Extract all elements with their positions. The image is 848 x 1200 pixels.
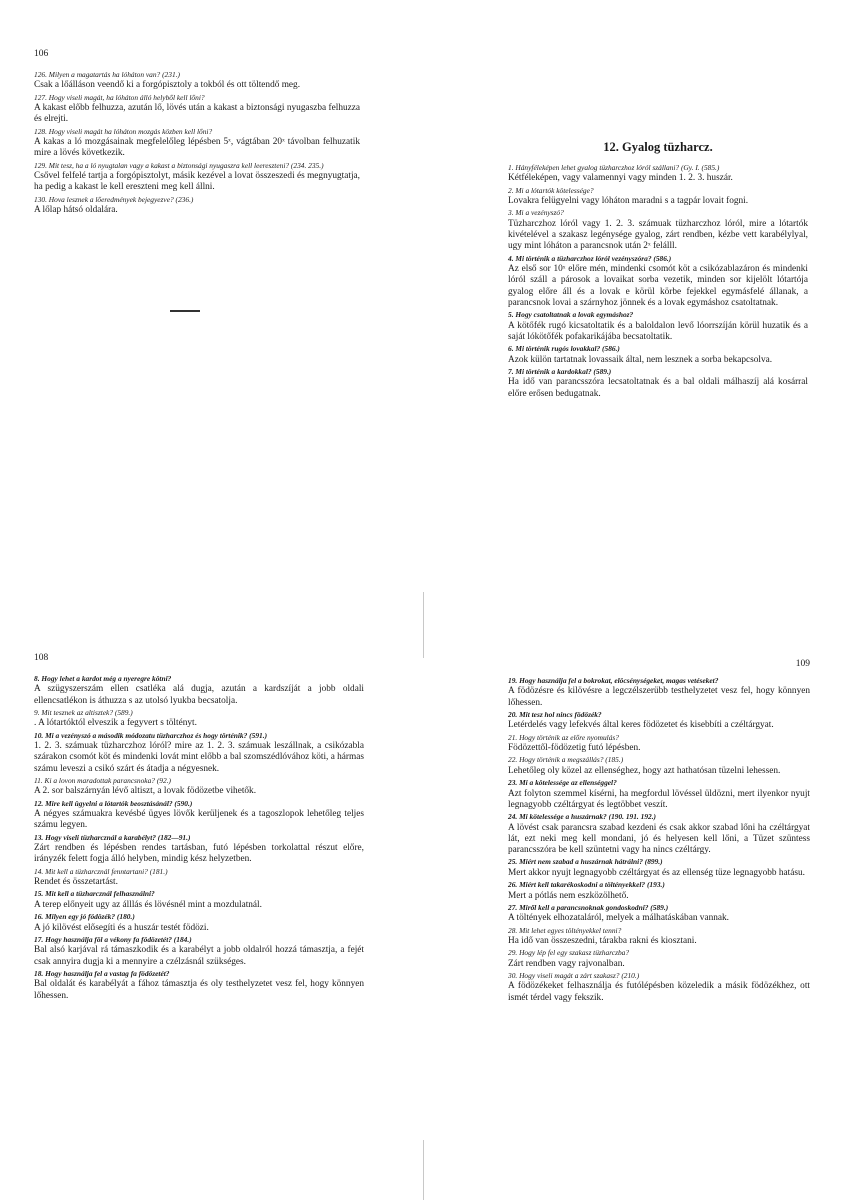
- page-gutter: [423, 1140, 424, 1200]
- question: 19. Hogy használja fel a bokrokat, elöcsénységeket, magas vetéseket?: [508, 676, 719, 685]
- question: 1. Hányféleképen lehet gyalog tüzharczhoz lóról szállani? (Gy. I. (585.): [508, 163, 720, 172]
- question: 4. Mi történik a tüzharczhoz lóról vezényszóra? (586.): [508, 253, 672, 263]
- answer: Az első sor 10ˣ előre mén, mindenki csomót köt a csikózablazáron és mindenki lóról száll a párosok a lovaikat sorba vezetik, minden sor kijelölt lótartója gyalog előre áll és a lovak e körül körbe fejekkel egymásfelé állanak, a parancsnok lovai a szárnyhoz jönnek és a lovak egymáshoz csatoltatnak.: [508, 264, 808, 308]
- answer: Bal oldalát és karabélyát a fához támasztja és oly testhelyzetet vesz fel, hogy könnyen lőhessen.: [34, 979, 364, 1001]
- page-number: 106: [34, 49, 49, 59]
- answer: A kötőfék rugó kicsatoltatik és a baloldalon levő lóorrszíján körül huzatik és a saját lókötőfék pofakarikájába becsatoltatik.: [508, 320, 808, 342]
- answer: Csak a lőálláson veendő ki a forgópisztoly a tokból és ott töltendő meg.: [34, 80, 301, 91]
- answer: Zárt rendben és lépésben rendes tartásban, futó lépésben torkolattal részut előre, irányzék felett fogja álló helyben, mindig kész helyzetben.: [34, 843, 364, 865]
- answer: Azok külön tartatnak lovassaik által, nem lesznek a sorba bekapcsolva.: [508, 354, 773, 365]
- answer: Lovakra felügyelni vagy lóháton maradni s a tagpár lovait fogni.: [508, 196, 749, 207]
- question: 14. Mit kell a tüzharcznál fenntartani? (181.): [34, 866, 168, 876]
- answer: A 2. sor balszárnyán lévő altiszt, a lovak födözetbe vihetők.: [34, 786, 257, 797]
- answer: A négyes számuakra kevésbé ügyes lövők kerüljenek és a tagoszlopok lehetőleg teljes számu legyen.: [34, 809, 364, 831]
- question: 17. Hogy használja föl a vékony fa födözetét? (184.): [34, 934, 192, 944]
- entries-108: [34, 674, 364, 1002]
- question: 27. Miről kell a parancsnoknak gondoskodni? (589.): [508, 902, 669, 912]
- answer: Mert a pótlás nem eszközölhető.: [508, 890, 629, 901]
- question: 22. Hogy történik a megszállás? (185.): [508, 755, 624, 765]
- question: 129. Mit tesz, ha a ló nyugtalan vagy a kakast a biztonsági nyugaszra kell leereszteni? (234. 235.): [34, 160, 324, 170]
- page-number: 109: [795, 659, 810, 669]
- page-109: [508, 658, 810, 1005]
- question: 25. Miért nem szabad a huszárnak hátrálni? (899.): [508, 857, 663, 867]
- section-divider: [170, 310, 200, 312]
- question: 24. Mi kötelessége a huszárnak? (190. 191. 192.): [508, 812, 657, 822]
- answer: A kakast előbb felhuzza, azután lő, lövés után a kakast a biztonsági nyugaszba felhuzza és elrejti.: [34, 103, 360, 125]
- answer: . A lótartóktól elveszik a fegyvert s töltényt.: [34, 718, 197, 729]
- answer: A lőlap hátsó oldalára.: [34, 205, 118, 216]
- question: 3. Mi a vezényszó?: [508, 208, 564, 218]
- answer: 1. 2. 3. számuak tüzharczhoz lóról? mire az 1. 2. 3. számuak leszállnak, a csikózabla szárakon csomót köt és mindenki lovát mint előbb a bal szomszédlóvához köti, a hármas számu leveszi a csikó szárt és átadja a négyesnek.: [34, 741, 364, 774]
- question: 29. Hogy lép fel egy szakasz tüzharczba?: [508, 948, 630, 958]
- question: 8. Hogy lehet a kardot még a nyeregre kötni?: [34, 674, 172, 683]
- answer: Mert akkor nyujt legnagyobb czéltárgyat és az ellenség tüze legnagyobb hatásu.: [508, 867, 805, 878]
- question: 128. Hogy viseli magát ha lóháton mozgás közben kell lőni?: [34, 126, 213, 136]
- question: 20. Mit tesz hol nincs födözék?: [508, 710, 602, 719]
- answer: A kakas a ló mozgásainak megfelelőleg lépésben 5ˣ, vágtában 20ˣ távolban felhuzatik mire a lövés következik.: [34, 137, 360, 159]
- question: 6. Mi történik rugós lovakkal? (586.): [508, 344, 620, 354]
- answer: Ha idő van összeszedni, tárakba rakni és kiosztani.: [508, 935, 697, 946]
- question: 16. Milyen egy jó födözék? (180.): [34, 912, 135, 922]
- question: 10. Mi a vezényszó a második módozatu tüzharczhoz és hogy történik? (591.): [34, 730, 268, 740]
- answer: A födözésre és kilövésre a legczélszerübb testhelyzetet vesz fel, hogy könnyen lőhessen.: [508, 686, 810, 708]
- question: 12. Mire kell ügyelni a lótartók beosztásánál? (590.): [34, 798, 193, 808]
- answer: Födözettől-födözetig futó lépésben.: [508, 743, 641, 754]
- answer: Azt folyton szemmel kísérni, ha megfordul lövéssel üldözni, mert ilyenkor nyujt legnagyobb czéltárgyat és legtöbbet veszít.: [508, 788, 810, 810]
- page-107: [508, 140, 808, 401]
- question: 127. Hogy viseli magát, ha lóháton álló helyből kell lőni?: [34, 92, 205, 102]
- question: 130. Hova lesznek a lőeredmények bejegyezve? (236.): [34, 194, 194, 204]
- answer: A lövést csak parancsra szabad kezdeni és csak akkor szabad lőni ha czéltárgyat lát, ezt neki meg kell mondani, jó és helyesen kell lőni, a Tüzet szüntess parancsszóra be kell szüntetni vagy ha nincs czéltárgy.: [508, 822, 810, 856]
- question: 126. Milyen a magatartás ha lóháton van? (231.): [34, 70, 180, 79]
- question: 18. Hogy használja fel a vastag fa födözetét?: [34, 968, 170, 978]
- question: 26. Miért kell takarékoskodni a töltényekkel? (193.): [508, 880, 665, 890]
- page-number: 108: [34, 653, 49, 663]
- answer: A födözékeket felhasználja és futólépésben közeledik a másik födözékhez, ott ismét térdel vagy fekszik.: [508, 981, 810, 1003]
- question: 7. Mi történik a kardokkal? (589.): [508, 367, 612, 376]
- entries-107: [508, 163, 808, 400]
- question: 11. Ki a lovon maradottak parancsnoka? (92.): [34, 776, 171, 785]
- answer: Bal alsó karjával rá támaszkodik és a karabélyt a jobb oldalról hozzá támasztja, a fejét csak annyira dugja ki a mennyire a czélzásnál szükséges.: [34, 945, 364, 967]
- answer: A szügyszerszám ellen csatléka alá dugja, azután a kardszíját a jobb oldali ellencsatlékon is áthuzza s az utolsó lyukba becsatolja.: [34, 684, 364, 706]
- question: 21. Hogy történik az előre nyomulás?: [508, 732, 619, 742]
- question: 5. Hogy csatoltatnak a lovak egymáshoz?: [508, 310, 634, 320]
- answer: Kétféleképen, vagy valamennyi vagy minden 1. 2. 3. huszár.: [508, 173, 733, 184]
- answer: A töltények elhozataláról, melyek a málhatáskában vannak.: [508, 913, 729, 924]
- section-heading: 12. Gyalog tüzharcz.: [603, 140, 713, 154]
- answer: A jó kilövést elősegíti és a huszár testét födözi.: [34, 922, 209, 933]
- answer: Zárt rendben vagy rajvonalban.: [508, 958, 625, 969]
- question: 28. Mit lehet egyes töltényekkel tenni?: [508, 925, 622, 935]
- page-gutter: [423, 592, 424, 658]
- question: 23. Mi a kötelessége az ellenséggel?: [508, 778, 617, 788]
- answer: Tüzharczhoz lóról vagy 1. 2. 3. számuak tüzharczhoz lóról, mire a lótartók kivételével a szakasz legénysége gyalog, zárt rendben, kézbe vett karabélylyal, ugy mint lóháton a parancsnok után 2ˣ felálll.: [508, 218, 808, 252]
- answer: A terep előnyeit ugy az álllás és lövésnél mint a mozdulatnál.: [34, 899, 262, 910]
- question: 15. Mit kell a tüzharcznál felhasználni?: [34, 889, 155, 899]
- question: 9. Mit tesznek az altisztek? (589.): [34, 708, 133, 717]
- page-106: [34, 48, 360, 217]
- answer: Rendet és összetartást.: [34, 877, 118, 888]
- entries-109: [508, 676, 810, 1004]
- answer: Csővel felfelé tartja a forgópisztolyt, másik kezével a lovat összeszedi és megnyugtatja, ha pedig a kakast le kell ereszteni meg kell állni.: [34, 171, 360, 193]
- question: 13. Hogy viseli tüzharcznál a karabélyt? (182—91.): [34, 832, 191, 842]
- answer: Letérdelés vagy lefekvés által keres födözetet és kisebbíti a czéltárgyat.: [508, 720, 774, 731]
- question: 30. Hogy viseli magát a zárt szakasz? (210.): [508, 970, 640, 980]
- answer: Lehetőleg oly közel az ellenséghez, hogy azt hathatósan tüzelni lehessen.: [508, 765, 781, 776]
- question: 2. Mi a lótartók kötelessége?: [508, 185, 594, 195]
- page-108: [34, 652, 364, 1003]
- entries-106: [34, 70, 360, 216]
- answer: Ha idő van parancsszóra lecsatoltatnak és a bal oldali málhaszíj alá kosárral előre erősen bedugatnak.: [508, 377, 808, 399]
